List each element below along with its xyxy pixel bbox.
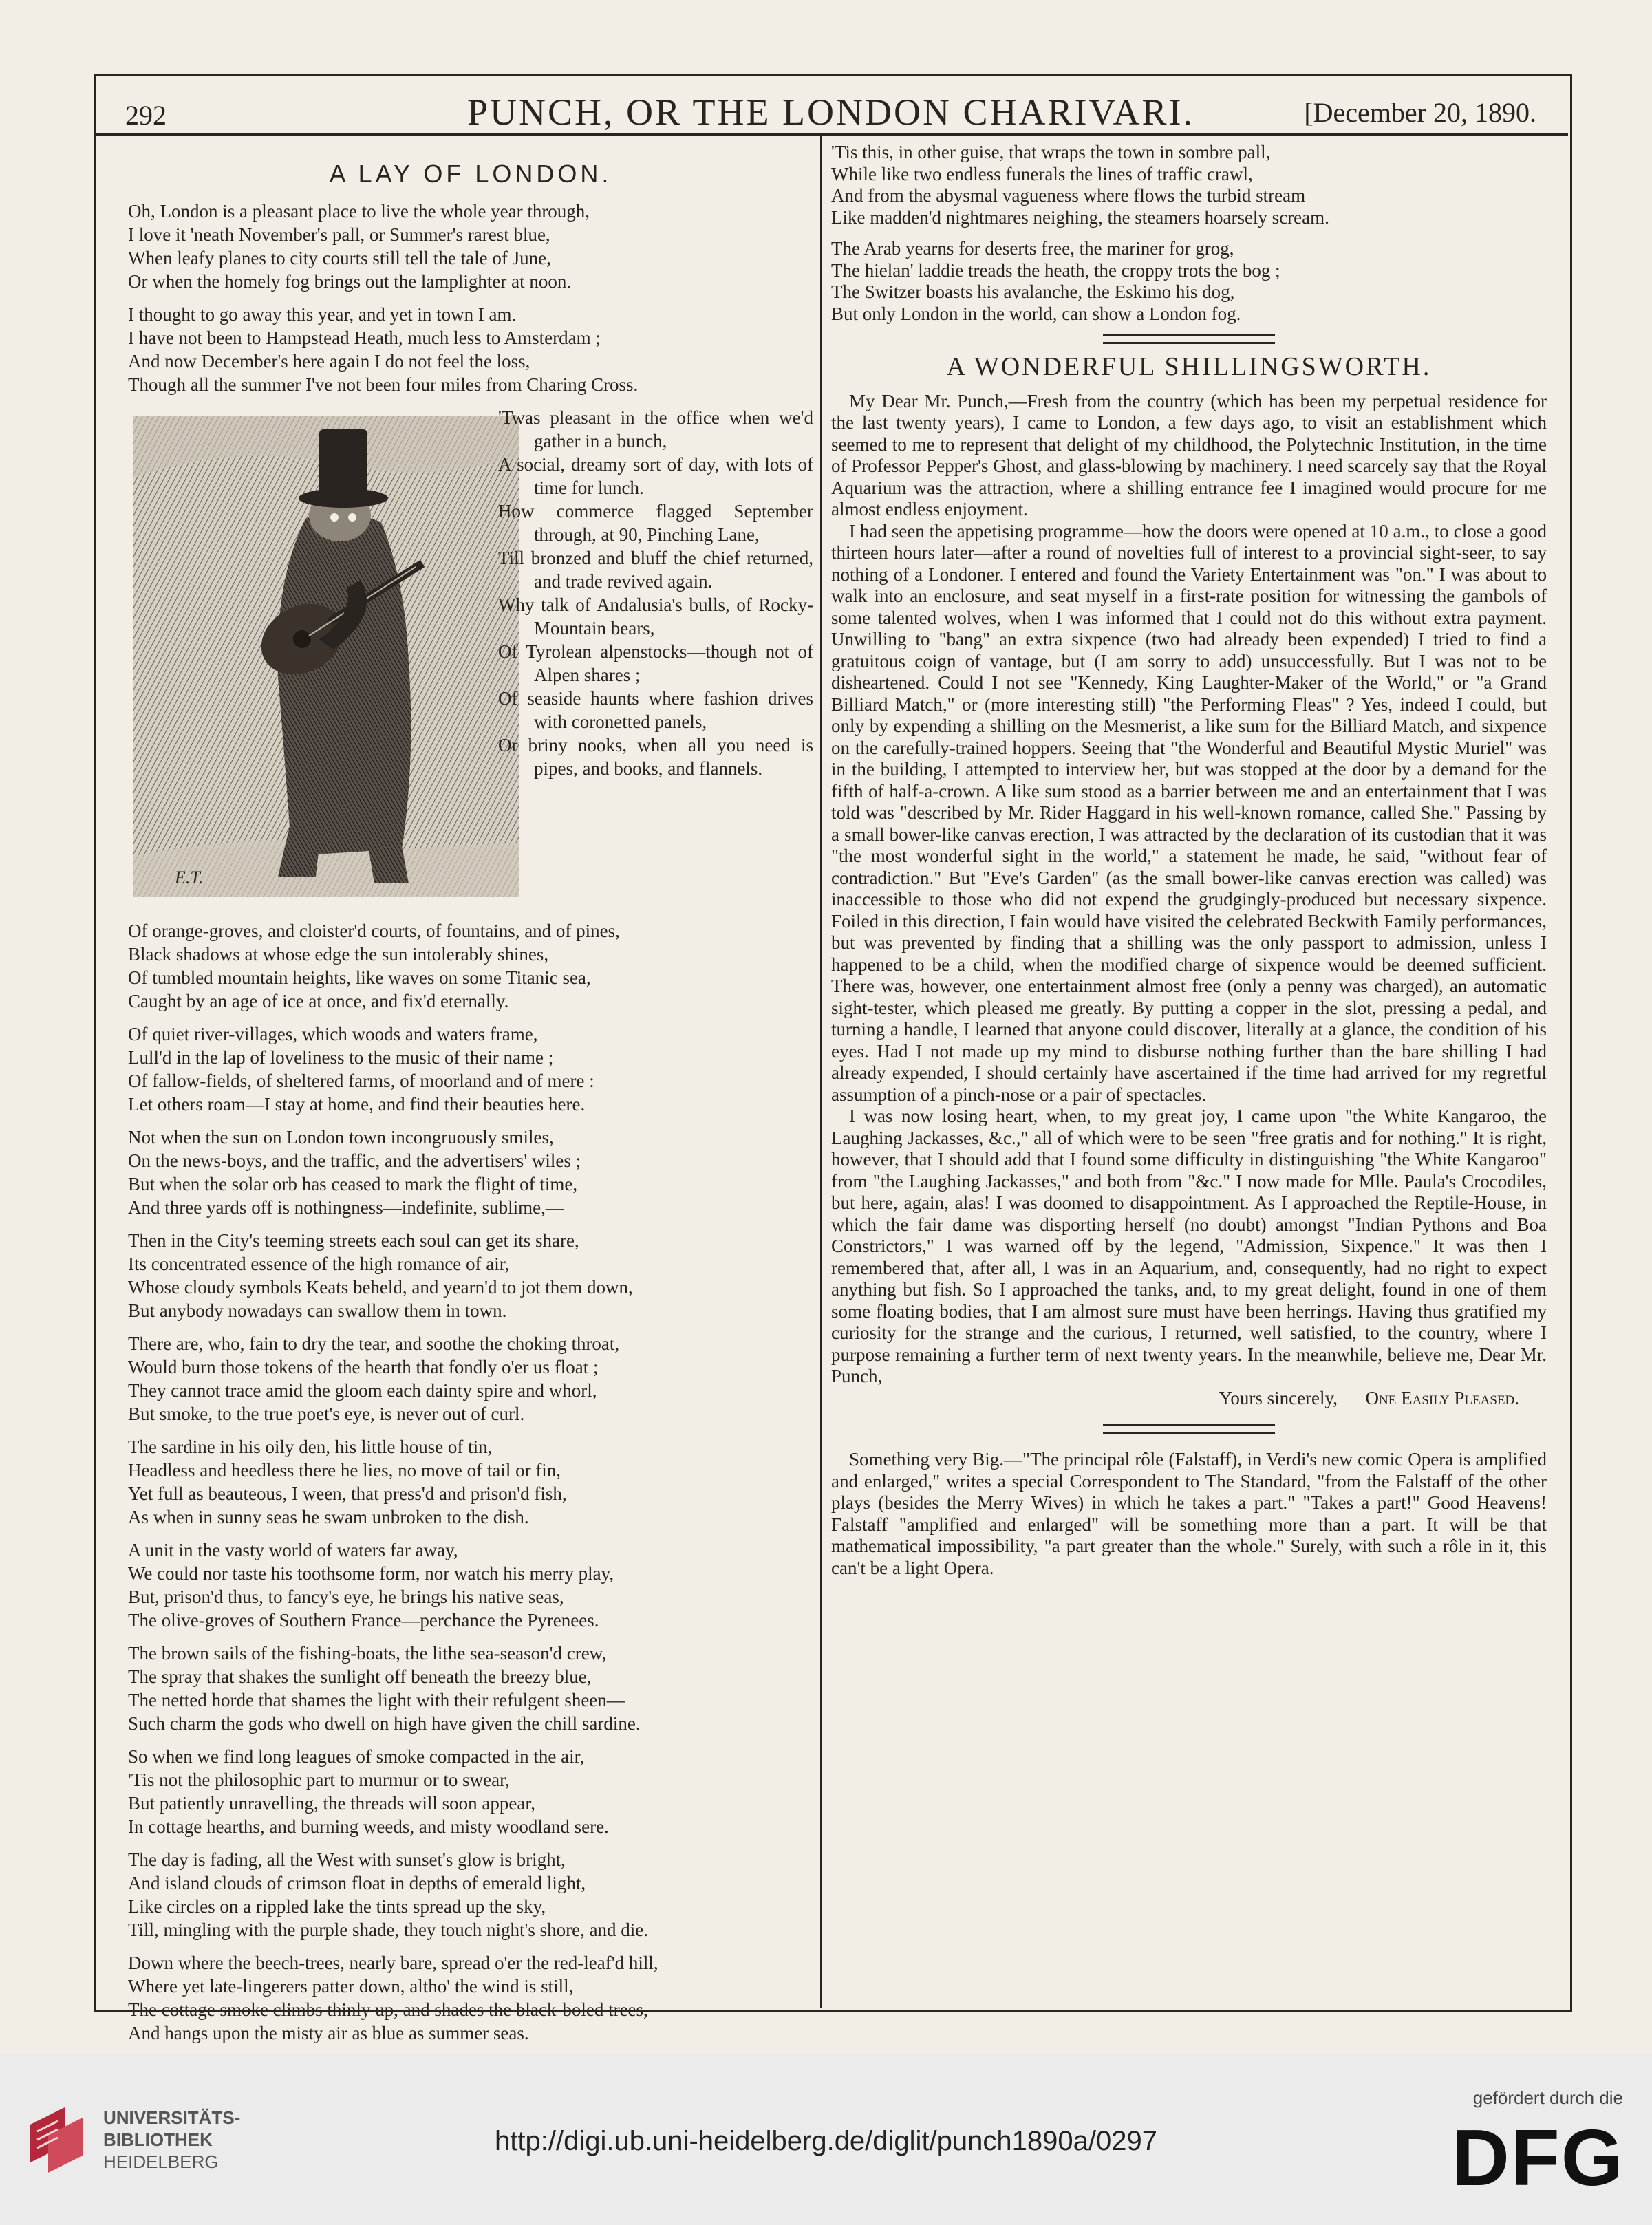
- poem-stanza: [128, 1022, 813, 1116]
- poem-line: Such charm the gods who dwell on high have given the chill sardine.: [128, 1713, 641, 1734]
- signature: One Easily Pleased.: [1365, 1387, 1519, 1408]
- poem-line: Whose cloudy symbols Keats beheld, and yearn'd to jot them down,: [128, 1277, 633, 1298]
- poem-line: As when in sunny seas he swam unbroken to the dish.: [128, 1507, 529, 1527]
- issue-date: [December 20, 1890.: [1304, 97, 1536, 128]
- poem-line: Oh, London is a pleasant place to live the whole year through,: [128, 201, 590, 222]
- poem-line: Of seaside haunts where fashion drives with coronetted panels,: [498, 688, 813, 732]
- poem-line: The netted horde that shames the light with their refulgent sheen—: [128, 1690, 625, 1710]
- article-paragraph: My Dear Mr. Punch,—Fresh from the country (which has been my perpetual residence for the last twenty years), I came to London, a few days ago, to visit an establishment which seemed to me to represent that delight of my childhood, the Polytechnic Institution, in the time of Professor Pepper's Ghost, and glass-blowing by machinery. I need scarcely say that the Royal Aquarium was the attraction, where a shilling entrance fee I imagined would procure for me almost endless enjoyment.: [831, 390, 1547, 519]
- article-paragraph: Something very Big.—"The principal rôle (Falstaff), in Verdi's new comic Opera is amplified and enlarged," writes a special Correspondent to The Standard, "from the Falstaff of the other plays (besides the Merry Wives) in which he takes a part." "Takes a part!" Good Heavens! Falstaff "amplified and enlarged" will be something more than a part. It will be that mathematical impossibility, "a part greater than the whole." Surely, with such a rôle in it, this can't be a light Opera.: [831, 1449, 1547, 1578]
- poem-line: Like madden'd nightmares neighing, the steamers hoarsely scream.: [831, 206, 1329, 228]
- institution-line: HEIDELBERG: [103, 2151, 219, 2172]
- poem-line: A social, dreamy sort of day, with lots of time for lunch.: [498, 454, 813, 498]
- poem-line: Though all the summer I've not been four miles from Charing Cross.: [128, 374, 639, 395]
- poem-line: 'Tis this, in other guise, that wraps the town in sombre pall,: [831, 142, 1271, 162]
- poem-line: A unit in the vasty world of waters far away,: [128, 1540, 458, 1560]
- mandolin-player-illustration: [133, 402, 519, 911]
- poem-line: But patiently unravelling, the threads will soon appear,: [128, 1793, 536, 1814]
- poem-line: Headless and heedless there he lies, no move of tail or fin,: [128, 1460, 561, 1481]
- poem-line: 'Tis not the philosophic part to murmur or to swear,: [128, 1770, 510, 1790]
- poem-line: But when the solar orb has ceased to mark the flight of time,: [128, 1174, 578, 1194]
- poem-line: But smoke, to the true poet's eye, is never out of curl.: [128, 1404, 525, 1424]
- poem-stanza: [831, 238, 1547, 325]
- permalink-url[interactable]: http://digi.ub.uni-heidelberg.de/diglit/punch1890a/0297: [495, 2126, 1157, 2156]
- poem-line: I thought to go away this year, and yet in town I am.: [128, 304, 517, 325]
- poem-line: Or briny nooks, when all you need is pipes, and books, and flannels.: [498, 735, 813, 779]
- poem-line: Black shadows at whose edge the sun intolerably shines,: [128, 944, 549, 965]
- poem-line: Or when the homely fog brings out the lamplighter at noon.: [128, 271, 572, 292]
- poem-line: And now December's here again I do not feel the loss,: [128, 351, 530, 372]
- article-title: A WONDERFUL SHILLINGSWORTH.: [946, 352, 1432, 381]
- poem-line: Of quiet river-villages, which woods and waters frame,: [128, 1024, 538, 1044]
- poem-stanza: [128, 1332, 813, 1426]
- poem-line: There are, who, fain to dry the tear, and soothe the choking throat,: [128, 1333, 620, 1354]
- poem-line: Then in the City's teeming streets each soul can get its share,: [128, 1230, 579, 1251]
- poem-line: Not when the sun on London town incongruously smiles,: [128, 1127, 554, 1148]
- poem-line: How commerce flagged September through, at 90, Pinching Lane,: [498, 501, 813, 545]
- page-header: [94, 76, 1568, 136]
- poem-stanza: [128, 1951, 813, 2045]
- poem-stanza: [128, 1435, 813, 1529]
- poem-stanza: [128, 1538, 813, 1632]
- poem-line: The day is fading, all the West with sunset's glow is bright,: [128, 1849, 566, 1870]
- poem-line: 'Twas pleasant in the office when we'd gather in a bunch,: [498, 407, 813, 451]
- poem-line: The olive-groves of Southern France—perchance the Pyrenees.: [128, 1610, 599, 1631]
- poem-line: The sardine in his oily den, his little house of tin,: [128, 1437, 493, 1457]
- poem-stanza: [128, 919, 813, 1013]
- svg-text:E.T.: E.T.: [175, 868, 204, 888]
- section-divider: [1103, 1424, 1275, 1434]
- poem-line: The hielan' laddie treads the heath, the croppy trots the bog ;: [831, 259, 1280, 281]
- poem-line: Yet full as beauteous, I ween, that press'd and prison'd fish,: [128, 1483, 567, 1504]
- poem-line: Its concentrated essence of the high romance of air,: [128, 1254, 510, 1274]
- poem-line: Till bronzed and bluff the chief returned, and trade revived again.: [498, 548, 813, 592]
- poem-line: And three yards off is nothingness—indefinite, sublime,—: [128, 1197, 564, 1218]
- poem-line: I have not been to Hampstead Heath, much less to Amsterdam ;: [128, 327, 601, 348]
- poem-title: A LAY OF LONDON.: [329, 160, 612, 188]
- poem-line: They cannot trace amid the gloom each dainty spire and whorl,: [128, 1380, 597, 1401]
- poem-line: While like two endless funerals the lines of traffic crawl,: [831, 163, 1253, 184]
- poem-line: But, prison'd thus, to fancy's eye, he brings his native seas,: [128, 1587, 564, 1607]
- section-divider: [1103, 334, 1275, 344]
- poem-line: Of tumbled mountain heights, like waves on some Titanic sea,: [128, 967, 591, 988]
- institution-line: UNIVERSITÄTS-: [103, 2107, 241, 2128]
- sponsor-text: gefördert durch die: [1472, 2087, 1623, 2108]
- poem-line: Why talk of Andalusia's bulls, of Rocky-Mountain bears,: [498, 594, 813, 638]
- poem-stanza: [128, 1229, 813, 1322]
- article-paragraph: I had seen the appetising programme—how the doors were opened at 10 a.m., to close a good thirteen hours later—after a round of novelties full of interest to a provincial sight-seer, to say nothing of a Londoner. I entered and found the Variety Entertainment was "on." I was about to walk into an enclosure, and seat myself in a first-rate position for witnessing the gambols of some talented wolves, when I was informed that I could not do this without extra payment. Unwilling to "bang" an extra sixpence (two had already been expended) I tried to find a gratuitous coign of vantage, but (I am sorry to add) unsuccessfully. But I was not to be disheartened. Could I not see "Kennedy, King Laughter-Maker of the World," or "a Grand Billiard Match," or (more interesting still) "the Performing Fleas" ? Yes, indeed I could, but only by expending a shilling on the Mesmerist, a like sum for the Billiard Match, and sixpence on the carefully-trained hoppers. Seeing that "the Wonderful and Beautiful Mystic Muriel" was in the building, I attempted to interview her, but was stopped at the door by a demand for the fifth of half-a-crown. A like sum stood as a barrier between me and an entertainment that I was told was "described by Mr. Rider Haggard in his well-known romance, called She." Passing by a small bower-like canvas erection, I was attracted by the declaration of its custodian that it was "the most wonderful sight in the world," a statement he made, he said, "without fear of contradiction." But "Eve's Garden" (as the small bower-like canvas erection was called) was inaccessible to those who did not expend the grudgingly-produced but necessary sixpence. Foiled in this direction, I fain would have visited the celebrated Beckwith Family performances, but was prevented by finding that a shilling was the only passport to admission, unless I happened to be a child, when the modified charge of sixpence would be deemed sufficient. There was, however, one entertainment almost free (only a penny was charged), an automatic sight-tester, which pleased me greatly. By putting a copper in the slot, pressing a pedal, and turning a handle, I learned that anyone could discover, literally at a glance, the condition of his eyes. Had I not made up my mind to disburse nothing further than the bare shilling I had already expended, I should certainly have ascertained if the time had arrived for my regretful assumption of a pinch-nose or a pair of spectacles.: [831, 520, 1547, 1105]
- poem-line: Caught by an age of ice at once, and fix'd eternally.: [128, 991, 509, 1011]
- poem-stanza: [128, 1126, 813, 1219]
- poem-line: But only London in the world, can show a London fog.: [831, 303, 1241, 324]
- poem-line: The cottage smoke climbs thinly up, and shades the black-boled trees,: [128, 1999, 648, 2020]
- poem-line: In cottage hearths, and burning weeds, and misty woodland sere.: [128, 1816, 609, 1837]
- poem-line: I love it 'neath November's pall, or Summer's rarest blue,: [128, 224, 550, 245]
- article-paragraph: I was now losing heart, when, to my great joy, I came upon "the White Kangaroo, the Laughing Jackasses, &c.," all of which were to be seen "free gratis and for nothing." It is right, however, that I should add that I found some difficulty in distinguishing "the White Kangaroo" from "the Laughing Jackasses," and both from "&c." I now made for Mlle. Paula's Crocodiles, but here, again, alas! I was doomed to disappointment. As I approached the Reptile-House, in which the fair dame was disporting herself (no doubt) amongst "Indian Pythons and Boa Constrictors," I was warned off by the legend, "Admission, Sixpence." It was then I remembered that, after all, I was in an Aquarium, and, consequently, had no right to expect anything but fish. So I approached the tanks, and, to my great delight, found in one of them some floating bodies, that I am almost sure must have been herrings. Having thus gratified my curiosity for the strange and the curious, I returned, well satisfied, to the country, where I purpose remaining a further term of next twenty years. In the meanwhile, believe me, Dear Mr. Punch,: [831, 1106, 1547, 1386]
- poem-line: Of Tyrolean alpenstocks—though not of Alpen shares ;: [498, 641, 813, 685]
- poem-stanza: [128, 303, 813, 396]
- poem-stanza: [128, 200, 813, 293]
- poem-line: Down where the beech-trees, nearly bare, spread o'er the red-leaf'd hill,: [128, 1953, 658, 1973]
- poem-line: Like circles on a rippled lake the tints spread up the sky,: [128, 1896, 546, 1917]
- poem-line: The brown sails of the fishing-boats, the lithe sea-season'd crew,: [128, 1643, 607, 1664]
- column-divider: [820, 135, 822, 2008]
- poem-line: So when we find long leagues of smoke compacted in the air,: [128, 1746, 585, 1767]
- right-column: [831, 142, 1547, 1579]
- poem-line: And island clouds of crimson float in depths of emerald light,: [128, 1873, 586, 1893]
- signoff-text: Yours sincerely,: [1219, 1387, 1338, 1408]
- poem-line: The Arab yearns for deserts free, the mariner for grog,: [831, 238, 1234, 259]
- poem-line: On the news-boys, and the traffic, and the advertisers' wiles ;: [128, 1150, 581, 1171]
- poem-line: Of fallow-fields, of sheltered farms, of moorland and of mere :: [128, 1071, 594, 1091]
- poem-line: Till, mingling with the purple shade, they touch night's shore, and die.: [128, 1920, 649, 1940]
- poem-stanza: [128, 1642, 813, 1735]
- poem-line: And from the abysmal vagueness where flows the turbid stream: [831, 185, 1306, 206]
- poem-line: The spray that shakes the sunlight off beneath the breezy blue,: [128, 1666, 592, 1687]
- poem-line: Lull'd in the lap of loveliness to the music of their name ;: [128, 1047, 554, 1068]
- poem-line: But anybody nowadays can swallow them in town.: [128, 1300, 507, 1321]
- article-signoff: [831, 1388, 1547, 1410]
- poem-stanza: [128, 1745, 813, 1838]
- poem-line: We could nor taste his toothsome form, nor watch his merry play,: [128, 1563, 614, 1584]
- publication-title: PUNCH, OR THE LONDON CHARIVARI.: [466, 92, 1195, 133]
- poem-line: When leafy planes to city courts still tell the tale of June,: [128, 248, 551, 268]
- viewer-footer: [0, 2053, 1652, 2225]
- poem-line: And hangs upon the misty air as blue as summer seas.: [128, 2023, 529, 2043]
- left-column: [128, 150, 813, 2054]
- poem-line: Where yet late-lingerers patter down, altho' the wind is still,: [128, 1976, 574, 1997]
- page-number: 292: [125, 100, 167, 131]
- institution-line: BIBLIOTHEK: [103, 2129, 213, 2150]
- poem-line: Of orange-groves, and cloister'd courts, of fountains, and of pines,: [128, 921, 620, 941]
- poem-line: Let others roam—I stay at home, and find their beauties here.: [128, 1094, 586, 1115]
- poem-stanza: [831, 142, 1547, 228]
- poem-line: The Switzer boasts his avalanche, the Eskimo his dog,: [831, 281, 1235, 302]
- poem-line: Would burn those tokens of the hearth that fondly o'er us float ;: [128, 1357, 599, 1377]
- poem-stanza: [128, 1848, 813, 1942]
- dfg-logo[interactable]: DFG: [1452, 2113, 1624, 2202]
